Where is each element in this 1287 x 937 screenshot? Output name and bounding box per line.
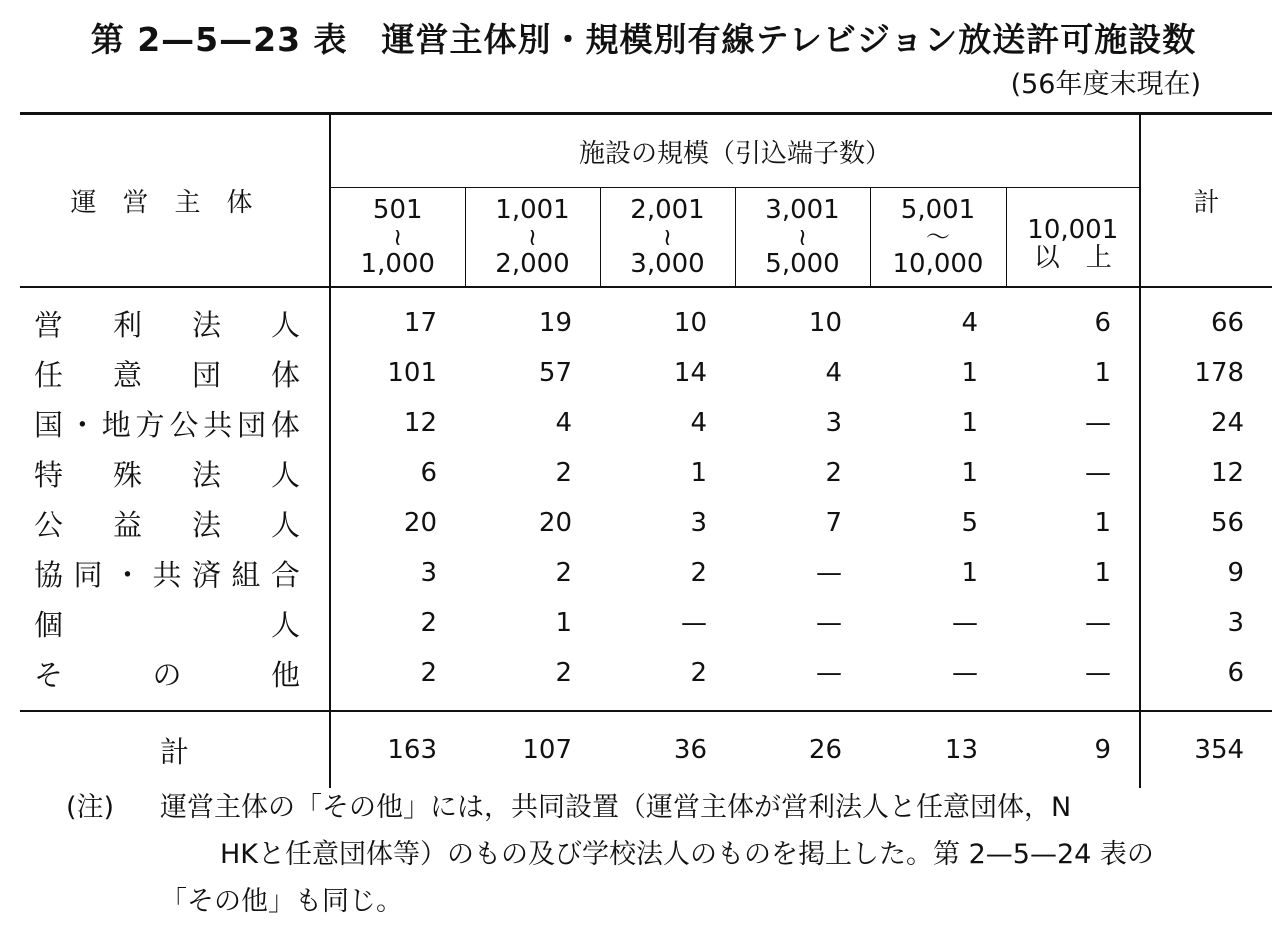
header-col-3: 2,001 ≀ 3,000 xyxy=(600,188,735,288)
row-total-cell: 12 xyxy=(1140,448,1272,498)
table-cell: 19 xyxy=(538,308,572,338)
totals-row xyxy=(20,711,1272,788)
table-cell: 4 xyxy=(555,408,572,438)
table-cell: 1 xyxy=(961,358,978,388)
table-cell: 2 xyxy=(330,598,465,648)
row-owner-label xyxy=(20,348,330,398)
table-cell: 57 xyxy=(538,358,572,388)
table-cell: — xyxy=(1085,608,1112,638)
footnote-mark: (注) xyxy=(66,792,115,823)
owner-text: 営 利 法 人 xyxy=(34,307,300,342)
header-scale-group: 施設の規模（引込端子数） xyxy=(330,114,1140,188)
header-total: 計 xyxy=(1140,114,1272,288)
data-table xyxy=(20,112,1272,788)
table-cell: 2 xyxy=(555,558,572,588)
owner-text: そ の 他 xyxy=(34,657,300,692)
table-cell: 1 xyxy=(1094,358,1112,388)
table-cell: 1 xyxy=(1094,508,1112,538)
table-cell: 1 xyxy=(961,558,978,588)
row-owner-label xyxy=(20,398,330,448)
table-cell: — xyxy=(681,608,707,638)
table-cell: 3 xyxy=(690,508,707,538)
table-title: 第 2—5—23 表 運営主体別・規模別有線テレビジョン放送許可施設数 xyxy=(90,20,1197,59)
row-total-cell: 56 xyxy=(1140,498,1272,548)
header-col-2: 1,001 ≀ 2,000 xyxy=(465,188,600,288)
table-cell: 1 xyxy=(555,608,572,638)
totals-cell: 13 xyxy=(870,711,1006,788)
owner-text: 協 同 ・ 共 済 組 合 xyxy=(34,557,300,592)
table-cell: 20 xyxy=(330,498,465,548)
table-cell: — xyxy=(816,608,842,638)
totals-cell: 107 xyxy=(465,711,600,788)
header-owner: 運営主体 xyxy=(20,114,330,288)
table-cell: 2 xyxy=(330,648,465,711)
table-cell: 10 xyxy=(808,308,842,338)
row-total-cell: 9 xyxy=(1140,548,1272,598)
row-owner-label xyxy=(20,648,330,711)
footnote-line-2: HKと任意団体等）のもの及び学校法人のものを掲上した。第 2—5—24 表の xyxy=(220,839,1154,870)
table-row xyxy=(20,498,1272,548)
table-row xyxy=(20,548,1272,598)
row-owner-label xyxy=(20,498,330,548)
table-cell: — xyxy=(1085,458,1112,488)
totals-cell: 26 xyxy=(735,711,870,788)
row-total-cell: 66 xyxy=(1140,287,1272,348)
header-col-1: 501 ≀ 1,000 xyxy=(330,188,465,288)
table-cell: 3 xyxy=(825,408,842,438)
table-cell: 6 xyxy=(330,448,465,498)
owner-text: 特 殊 法 人 xyxy=(34,457,300,492)
table-cell: 1 xyxy=(961,408,978,438)
table-subtitle: (56年度末現在) xyxy=(1010,69,1201,100)
row-owner-label xyxy=(20,448,330,498)
table-row xyxy=(20,448,1272,498)
row-owner-label xyxy=(20,287,330,348)
table-cell: — xyxy=(1085,408,1112,438)
footnote-line-3: 「その他」も同じ。 xyxy=(160,886,403,917)
row-total-cell: 3 xyxy=(1140,598,1272,648)
table-cell: — xyxy=(1085,658,1112,688)
table-cell: 2 xyxy=(690,558,707,588)
header-col-4: 3,001 ≀ 5,000 xyxy=(735,188,870,288)
table-cell: 20 xyxy=(538,508,572,538)
row-total-cell: 24 xyxy=(1140,398,1272,448)
table-row xyxy=(20,598,1272,648)
header-col-6: 10,001 以 上 xyxy=(1006,188,1140,288)
table-cell: 4 xyxy=(825,358,842,388)
table-cell: 3 xyxy=(330,548,465,598)
header-col-5: 5,001 〜 10,000 xyxy=(870,188,1006,288)
row-owner-label xyxy=(20,548,330,598)
table-row xyxy=(20,287,1272,348)
totals-label: 計 xyxy=(20,711,330,788)
table-cell: 2 xyxy=(825,458,842,488)
owner-text: 任 意 団 体 xyxy=(34,357,300,392)
table-row xyxy=(20,348,1272,398)
table-cell: 5 xyxy=(961,508,978,538)
owner-text: 個 人 xyxy=(34,607,300,642)
row-owner-label xyxy=(20,598,330,648)
row-total-cell: 6 xyxy=(1140,648,1272,711)
row-total-cell: 178 xyxy=(1140,348,1272,398)
table-cell: — xyxy=(952,658,978,688)
grand-total-cell: 354 xyxy=(1140,711,1272,788)
totals-cell: 36 xyxy=(600,711,735,788)
table-cell: 12 xyxy=(330,398,465,448)
footnote-line-1: 運営主体の「その他」には，共同設置（運営主体が営利法人と任意団体，N xyxy=(160,792,1072,823)
table-cell: 14 xyxy=(673,358,707,388)
table-cell: 17 xyxy=(330,287,465,348)
owner-text: 国 ・ 地 方 公 共 団 体 xyxy=(34,407,300,442)
table-cell: 4 xyxy=(961,308,978,338)
table-cell: 2 xyxy=(690,658,707,688)
totals-cell: 9 xyxy=(1006,711,1140,788)
table-cell: 4 xyxy=(690,408,707,438)
table-cell: 101 xyxy=(330,348,465,398)
owner-text: 公 益 法 人 xyxy=(34,507,300,542)
table-row xyxy=(20,648,1272,711)
table-cell: 7 xyxy=(825,508,842,538)
table-cell: 10 xyxy=(673,308,707,338)
table-cell: 6 xyxy=(1094,308,1112,338)
table-cell: — xyxy=(816,658,842,688)
table-row xyxy=(20,398,1272,448)
table-cell: 2 xyxy=(555,458,572,488)
table-cell: 2 xyxy=(555,658,572,688)
table-cell: 1 xyxy=(961,458,978,488)
table-cell: 1 xyxy=(690,458,707,488)
table-cell: — xyxy=(952,608,978,638)
table-cell: 1 xyxy=(1094,558,1112,588)
totals-cell: 163 xyxy=(330,711,465,788)
table-cell: — xyxy=(816,558,842,588)
